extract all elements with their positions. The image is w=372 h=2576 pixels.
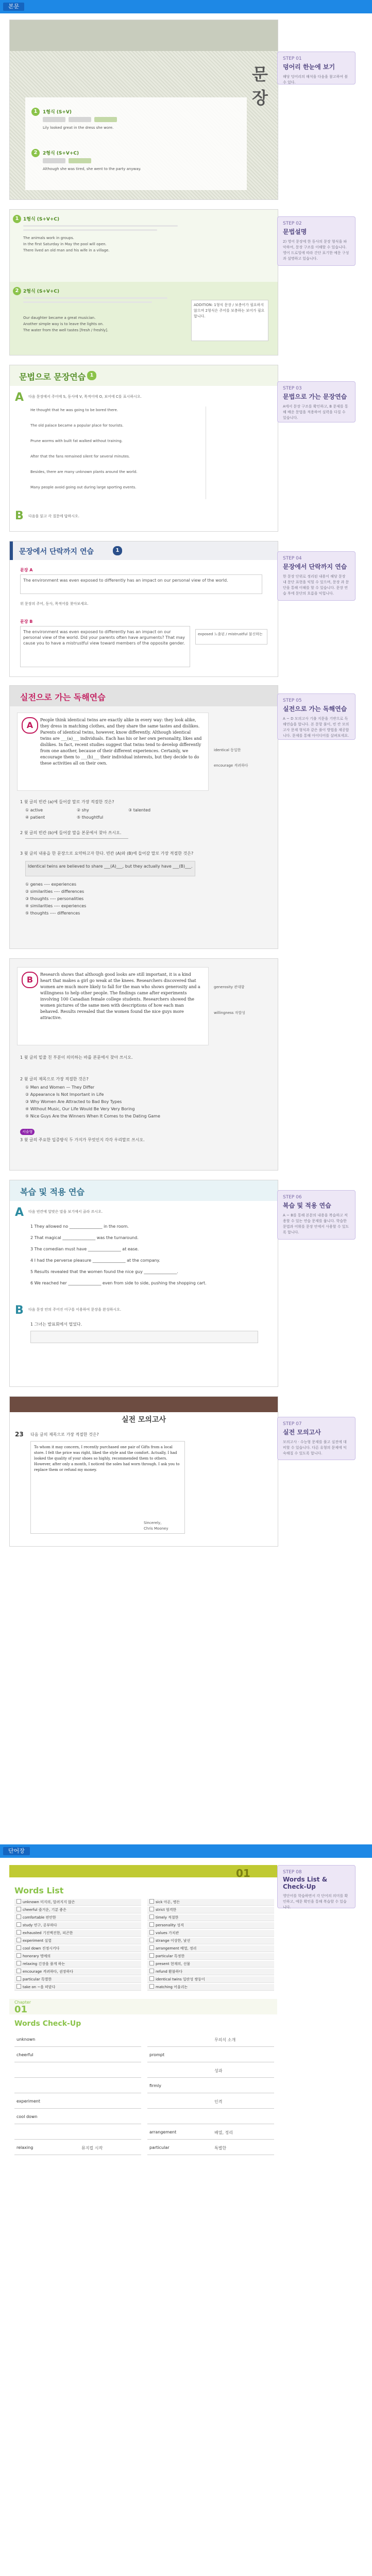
item1-num: 1 [31, 108, 40, 116]
checkup-row[interactable] [14, 2079, 141, 2093]
word-row [14, 1953, 141, 1960]
word-row [147, 1969, 274, 1975]
q3-opt5[interactable]: ⑤ thoughts ---- differences [25, 911, 80, 916]
summary-box: Identical twins are believed to share ___(A)___, but they actually have ___(B)___. [25, 861, 195, 876]
q3: 3 윗 글의 내용을 한 문장으로 요약하고자 한다. 빈칸 (A)와 (B)에 들어갈 말로 가장 적절한 것은? [20, 851, 194, 856]
section9-panel [9, 1865, 277, 2576]
word-text: present 현재의, 선물 [156, 1962, 191, 1966]
q2-opt4[interactable]: ④ Without Music, Our Life Would Be Very Very Boring [25, 1107, 135, 1111]
q1: 1 윗 글의 밑줄 친 부분이 의미하는 바를 본문에서 찾아 쓰시오. [20, 1055, 133, 1060]
step-no: STEP 03 [283, 386, 302, 391]
step7-callout [277, 1190, 356, 1240]
s3-s3: Prune worms with built fat walked without training. [30, 439, 123, 443]
word-row [14, 1961, 141, 1968]
word-text: cheerful 즐거운, 기분 좋은 [23, 1908, 66, 1912]
side-note: exposed 노출된 / mistrustful 불신하는 [195, 629, 267, 645]
step-no: STEP 06 [283, 1195, 302, 1200]
checkup-word: cheerful [16, 2053, 33, 2057]
step-desc: 한 문장 단위로 정리된 내용이 해당 문장 내 문단 표현을 익힐 수 있으며, 문장 과 문단을 통해 이해를 할 수 있습니다. 문장 연습 후에 문단의 흐름을 익힙니다. [283, 574, 349, 596]
step-no: STEP 08 [283, 1870, 302, 1875]
word-text: timely 적절한 [156, 1916, 179, 1920]
r6: 6 We reached her ________________ even from side to side, pushing the shopping cart. [30, 1281, 207, 1285]
checkbox-icon[interactable] [16, 1976, 21, 1981]
side1: generosity 관대함 [214, 985, 245, 989]
instr-a: 다음 문장에서 주어에 S, 동사에 V, 목적어에 O, 보어에 C를 표시하시오. [28, 395, 142, 399]
checkup-answer: 뮤지컬 시작 [81, 2146, 103, 2150]
s2-item1-num: 1 [13, 215, 21, 223]
word-row [14, 1922, 141, 1929]
word-row [14, 1976, 141, 1983]
checkbox-icon[interactable] [149, 1914, 154, 1919]
word-row [147, 1938, 274, 1944]
checkbox-icon[interactable] [149, 1961, 154, 1965]
words-list-title: Words List [14, 1886, 64, 1895]
word-text: relaxing 긴장을 풀게 하는 [23, 1962, 65, 1966]
step-no: STEP 04 [283, 556, 302, 561]
word-row [147, 1899, 274, 1906]
checkup-band [9, 1999, 277, 2014]
chip [69, 117, 91, 122]
q3-opt2[interactable]: ② similarities ---- differences [25, 889, 84, 894]
word-row [14, 1930, 141, 1937]
q1-opt1[interactable]: ① active [25, 808, 43, 812]
word-text: encourage 격려하다, 권장하다 [23, 1970, 73, 1974]
answer-line [25, 838, 128, 839]
section1-card [25, 97, 247, 190]
checkbox-icon[interactable] [149, 1899, 154, 1904]
section1-big-title: 문장 [252, 64, 268, 108]
checkup-answer: 특별한 [214, 2146, 227, 2150]
q2-opt2[interactable]: ② Appearance Is Not Important in Life [25, 1092, 104, 1097]
checkbox-icon[interactable] [149, 1930, 154, 1935]
step-no: STEP 02 [283, 221, 302, 226]
checkup-word: unknown [16, 2037, 36, 2042]
word-text: arrangement 배열, 정리 [156, 1946, 197, 1951]
section4-num: 1 [113, 546, 122, 555]
word-text: unknown 미지의, 알려지지 않은 [23, 1900, 75, 1904]
checkbox-icon[interactable] [149, 1976, 154, 1981]
r5: 5 Results revealed that the women found the nice guy ________________. [30, 1269, 178, 1274]
step-title: 문장에서 단락까지 연습 [283, 563, 347, 570]
step3-callout [277, 381, 356, 422]
checkup-word: arrangement [149, 2130, 177, 2134]
checkbox-icon[interactable] [149, 1953, 154, 1958]
checkbox-icon[interactable] [16, 1984, 21, 1989]
step-no: STEP 01 [283, 56, 302, 61]
letter-b: B [15, 510, 24, 522]
word-text: personality 성격 [156, 1923, 184, 1927]
word-row [14, 1984, 141, 1991]
s3-s4: After that the fans remained silent for several minutes. [30, 454, 130, 459]
passage-box [17, 967, 209, 1045]
checkup-title: Words Check-Up [14, 2020, 81, 2028]
word-row [147, 1945, 274, 1952]
checkup-answer: 무의식 소개 [214, 2038, 236, 2042]
checkup-row[interactable] [14, 2126, 141, 2140]
checkup-answer: 성과 [214, 2069, 223, 2073]
q1-opt3[interactable]: ③ talented [128, 808, 151, 812]
b1: 1 그녀는 발표회에서 떨었다. [30, 1322, 82, 1327]
step-desc: A ~ B를 통해 본문의 내용을 복습하고 적용할 수 있는 연습 문제를 풉니다. 학습한 문법과 어휘를 문장 안에서 사용할 수 있도록 합니다. [283, 1213, 349, 1234]
word-row [147, 1953, 274, 1960]
passage-letter: A [22, 717, 38, 734]
s2-item2-num: 2 [13, 287, 21, 295]
passage2: The environment was even exposed to differently has an impact on our personal view of the world. Did your parents often have arguments? That may cause you to have a mistrustful view toward members of the opposite gender. [20, 626, 190, 667]
section3-panel [9, 365, 278, 532]
word-row [147, 1976, 274, 1983]
section1-banner [10, 20, 278, 51]
step-no: STEP 07 [283, 1421, 302, 1427]
s2-ex1: The animals work in groups. [23, 236, 74, 240]
step-title: 덩어리 한눈에 보기 [283, 63, 335, 71]
step-title: 문법설명 [283, 228, 307, 235]
s2-item1-label: 1형식 (S+V+C) [23, 217, 60, 222]
s2-ex5: Another simple way is to leave the lights on. [23, 322, 104, 326]
section7-panel [9, 1180, 278, 1387]
s2-ex2: In the first Saturday in May the pool will open. [23, 242, 107, 246]
s2-item2-label: 2형식 (S+V+C) [23, 289, 60, 294]
step4-callout [277, 551, 356, 601]
word-row [147, 1961, 274, 1968]
checkbox-icon[interactable] [149, 1907, 154, 1911]
step-title: Words List & Check-Up [283, 1876, 328, 1890]
chip [94, 117, 117, 122]
section1-panel [9, 20, 278, 200]
r4: 4 I had the perverse pleasure ________________ at the company. [30, 1258, 160, 1263]
checkbox-icon[interactable] [16, 1907, 21, 1911]
word-row [147, 1922, 274, 1929]
checkup-row[interactable] [14, 2048, 141, 2062]
checkup-row[interactable] [147, 2064, 274, 2078]
section8-title: 실전 모의고사 [121, 1416, 166, 1424]
checkbox-icon[interactable] [16, 1899, 21, 1904]
word-row [14, 1945, 141, 1952]
word-row [14, 1899, 141, 1906]
checkup-row[interactable] [147, 2110, 274, 2124]
letter-a: A [15, 1206, 24, 1219]
q1: 1 윗 글의 빈칸 (a)에 들어갈 말로 가장 적절한 것은? [20, 800, 114, 804]
checkup-word: firmly [149, 2083, 161, 2088]
question1: 위 문장의 주어, 동사, 목적어를 찾아보세요. [20, 602, 89, 606]
sent2: Although she was tired, she went to the party anyway. [43, 167, 141, 171]
checkup-row[interactable] [147, 2095, 274, 2109]
checkup-word: experiment [16, 2099, 40, 2104]
word-text: strict 엄격한 [156, 1908, 177, 1912]
item1-label: 1형식 (S+V) [43, 110, 72, 115]
s2-ex4: Our daughter became a great musician. [23, 316, 96, 320]
q2-opt1[interactable]: ① Men and Women — They Differ [25, 1085, 95, 1090]
q2-opt5[interactable]: ⑤ Nice Guys Are the Winners When It Comes to the Dating Game [25, 1114, 160, 1118]
checkup-row[interactable] [147, 2141, 274, 2155]
checkup-row[interactable] [14, 2033, 141, 2047]
section3-title: 문법으로 문장연습 [19, 372, 86, 382]
checkbox-icon[interactable] [16, 1969, 21, 1973]
checkup-word: particular [149, 2145, 170, 2150]
s3-s2: The old palace became a popular place for tourists. [30, 423, 124, 428]
checkbox-icon[interactable] [16, 1945, 21, 1950]
divider [23, 229, 157, 231]
section8-panel [9, 1396, 278, 1547]
checkbox-icon[interactable] [16, 1922, 21, 1927]
side2: willingness 자발성 [214, 1011, 245, 1015]
passage: To whom it may concern, I recently purchased one pair of Gifts from a local store. I felt the price was right, liked the style and the comfort. Actually, I had looked the quality of your shoes so highly, recommended them to others. However, after only a month, I noticed the soles had worn through. I ask you to replace them or refund my money. [30, 1441, 185, 1534]
question: 다음 글의 제목으로 가장 적절한 것은? [30, 1432, 99, 1437]
s3-s5: Besides, there are many unknown plants around the world. [30, 470, 138, 474]
tab-main-text[interactable]: 본문 [3, 3, 24, 11]
section3-num: 1 [87, 371, 96, 380]
checkup-row[interactable] [14, 2110, 141, 2124]
checkup-chapter: 01 [14, 2004, 28, 2015]
label2: 문장 B [20, 619, 33, 624]
checkbox-icon[interactable] [16, 1961, 21, 1965]
q2-opt3[interactable]: ③ Why Women Are Attracted to Bad Boy Types [25, 1099, 122, 1104]
word-text: study 연구, 공부하다 [23, 1923, 57, 1927]
word-text: take on ~을 떠맡다 [23, 1985, 56, 1989]
word-nav-bar [0, 1844, 372, 1858]
step8-callout [277, 1417, 356, 1460]
section4-title: 문장에서 단락까지 연습 [19, 548, 94, 556]
word-row [147, 1914, 274, 1921]
badge-descriptive: 서술형 [20, 1129, 35, 1135]
letter-a: A [15, 391, 24, 404]
step9-callout [277, 1865, 356, 1908]
qnum: 23 [15, 1431, 24, 1438]
divider [23, 301, 152, 303]
checkup-row[interactable] [147, 2079, 274, 2093]
accent-bar [10, 541, 13, 560]
checkbox-icon[interactable] [16, 1953, 21, 1958]
section5-panel [9, 685, 278, 949]
margin-notes [206, 406, 268, 499]
step-desc: 영단어를 학습하면서 각 단어의 의미를 확인하고, 예문 확인을 통해 복습할 수 있습니다. [283, 1894, 348, 1909]
word-text: cool down 진정시키다 [23, 1946, 60, 1951]
word-text: matching 어울리는 [156, 1985, 188, 1989]
instr-a: 다음 빈칸에 알맞은 말을 보기에서 골라 쓰시오. [28, 1210, 103, 1214]
instr-b: 다음을 읽고 각 질문에 답하시오. [28, 514, 80, 518]
checkbox-icon[interactable] [149, 1945, 154, 1950]
s2-ex6: The water from the well tastes [fresh / freshly]. [23, 328, 109, 332]
passage1: The environment was even exposed to differently has an impact on our personal view of the world. [20, 574, 262, 594]
word-text: particular 특정한 [156, 1954, 185, 1958]
word-row [14, 1938, 141, 1944]
q3-opt4[interactable]: ④ similarities ---- experiences [25, 904, 87, 908]
passage-text: Research shows that although good looks are still important, it is a kind heart that makes a girl go weak at the knees. Researchers discovered that women are much more likely to fall for the man who shows generosity and a willingness to help other people. The findings came after experiments involving 100 Canadian female college students. Researchers showed the women pictures of the same men with descriptions of how each man behaved. Results revealed that the women found the nice guys more attractive. [40, 972, 200, 1020]
q1-opt2[interactable]: ② shy [77, 808, 89, 812]
checkbox-icon[interactable] [16, 1938, 21, 1942]
step-title: 복습 및 적용 연습 [283, 1202, 331, 1209]
checkup-label: Chapter [14, 2000, 31, 2005]
checkup-row[interactable] [14, 2141, 141, 2155]
q3: 3 윗 글의 주요한 입증방식 두 가지가 무엇인지 각각 우리말로 쓰시오. [20, 1138, 145, 1142]
tab-word-list[interactable]: 단어장 [3, 1847, 30, 1855]
step-desc: 모의고사 · 수능형 문제를 풀고 실전에 대비할 수 있습니다. 다른 유형의 문제에 익숙해질 수 있도록 합니다. [283, 1440, 347, 1455]
checkbox-icon[interactable] [149, 1922, 154, 1927]
section2-panel [9, 209, 278, 355]
q3-opt3[interactable]: ③ thoughts ---- personalities [25, 896, 84, 901]
label1: 문장 A [20, 568, 33, 572]
section6-panel [9, 958, 278, 1171]
step-desc: A에서 문장 구조를 확인하고, B 문제를 통해 배운 문법을 적용하여 실력을 다질 수 있습니다. [283, 404, 348, 420]
step5-callout [277, 693, 356, 740]
checkbox-icon[interactable] [16, 1930, 21, 1935]
word-text: strange 이상한, 낯선 [156, 1939, 191, 1943]
section8-header [10, 1397, 278, 1412]
checkup-answer: 인격 [214, 2099, 223, 2104]
word-text: particular 특별한 [23, 1977, 52, 1981]
q2: 2 윗 글의 제목으로 가장 적절한 것은? [20, 1077, 89, 1081]
checkbox-icon[interactable] [16, 1914, 21, 1919]
step-desc: A ~ D 모의고사 기출 지문을 기반으로 독해연습을 합니다. 본 문항 풀이, 빈 칸 모의고사 문제 형식과 같은 풀이 방법을 제공합니다. 문제를 통해 아이디어를 살펴보세요. [283, 717, 349, 738]
word-row [147, 1907, 274, 1913]
checkup-row[interactable] [147, 2033, 274, 2047]
word-text: identical twins 일란성 쌍둥이 [156, 1977, 205, 1981]
answer-box[interactable] [30, 1331, 258, 1343]
side2: encourage 격려하다 [214, 764, 248, 768]
checkbox-icon[interactable] [149, 1969, 154, 1973]
side1: identical 동일한 [214, 748, 241, 752]
top-nav-bar [0, 0, 372, 13]
chip [43, 158, 65, 163]
word-row [14, 1969, 141, 1975]
step1-callout [277, 52, 356, 84]
s3-s1: He thought that he was going to be bored there. [30, 408, 119, 412]
q2: 2 윗 글의 빈칸 (b)에 들어갈 말을 본문에서 찾아 쓰시오. [20, 831, 122, 835]
step2-callout [277, 216, 356, 266]
r2: 2 That magical ________________ was the turnaround. [30, 1235, 139, 1240]
word-text: comfortable 편안한 [23, 1916, 56, 1920]
divider [23, 225, 178, 227]
step-title: 문법으로 가는 문장연습 [283, 393, 347, 400]
checkup-row[interactable] [14, 2064, 141, 2078]
q1-opt5[interactable]: ⑤ thoughtful [77, 815, 104, 820]
checkup-word: relaxing [16, 2145, 33, 2150]
divider [23, 297, 167, 299]
section5-title: 실전으로 가는 독해연습 [20, 692, 106, 702]
word-text: exhausted 기진맥진한, 피곤한 [23, 1931, 73, 1935]
passage-box [17, 713, 209, 791]
signature: Sincerely, Chris Mooney [144, 1521, 168, 1531]
checkbox-icon[interactable] [149, 1938, 154, 1942]
step-desc: 2) 영어 문장에 한 동사의 문장 형식을 파악하여, 문장 구조를 이해할 수 있습니다. 영어 드로잉에 따라 간단 표기한 예문 구성과 설명하고 있습니다. [283, 240, 349, 261]
checkup-row[interactable] [14, 2095, 141, 2109]
checkup-word: prompt [149, 2053, 165, 2057]
step-desc: 해당 덩어리의 해석을 다음을 참고하여 볼 수 있다. [283, 75, 348, 84]
word-row [147, 1930, 274, 1937]
passage-letter: B [22, 972, 38, 988]
q3-opt1[interactable]: ① genes ---- experiences [25, 882, 77, 887]
r3: 3 The comedian must have ________________ at ease. [30, 1247, 139, 1251]
checkup-answer: 배열, 정리 [214, 2130, 233, 2135]
word-row [14, 1914, 141, 1921]
s2-ex3: There lived an old man and his wife in a village. [23, 248, 110, 252]
q1-opt4[interactable]: ④ patient [25, 815, 45, 820]
word-text: refund 환불하다 [156, 1970, 183, 1974]
chapter-num: 01 [236, 1867, 250, 1879]
section7-title: 복습 및 적용 연습 [20, 1187, 84, 1197]
r1: 1 They allowed no ________________ in the room. [30, 1224, 129, 1229]
checkbox-icon[interactable] [149, 1984, 154, 1989]
letter-b: B [15, 1304, 24, 1317]
chip [43, 117, 65, 122]
checkup-row[interactable] [147, 2126, 274, 2140]
checkup-row[interactable] [147, 2048, 274, 2062]
step-title: 실전 모의고사 [283, 1429, 321, 1436]
passage-text: People think identical twins are exactly alike in every way: they look alike, they dress in matching clothes, and they share the same tastes and dislikes. Parents of identical twins, however, know differently. Although identical twins are ___(a)___ individuals. Each has his or her own personality, likes and dislikes. In fact, recent studies suggest that twins tend to develop differently from one another, because of their different experiences. Certainly, we encourage them to ___(b)___ their individual interests, but they decide to do these activities all on their own. [40, 718, 202, 766]
sent1: Lily looked great in the dress she wore. [43, 126, 114, 130]
word-row [147, 1984, 274, 1991]
item2-num: 2 [31, 149, 40, 157]
section4-panel [9, 541, 278, 677]
word-text: sick 아픈, 병든 [156, 1900, 180, 1904]
word-text: experiment 실험 [23, 1939, 52, 1943]
step-no: STEP 05 [283, 698, 302, 703]
s2-note: ADDITION: 1형식 문장 / 보충어가 필요하지 않으며 2형식은 주어를 보충하는 보어가 필요합니다. [191, 300, 268, 341]
checkup-word: cool down [16, 2114, 38, 2119]
chip [69, 158, 91, 163]
s3-s6: Many people avoid going out during large sporting events. [30, 485, 137, 489]
instr-b: 다음 문장 안의 주어진 어구를 이용하여 문장을 완성하시오. [28, 1308, 122, 1312]
step-title: 실전으로 가는 독해연습 [283, 705, 347, 713]
word-row [14, 1907, 141, 1913]
word-text: honorary 명예의 [23, 1954, 51, 1958]
word-text: values 가치관 [156, 1931, 179, 1935]
item2-label: 2형식 (S+V+C) [43, 151, 79, 156]
